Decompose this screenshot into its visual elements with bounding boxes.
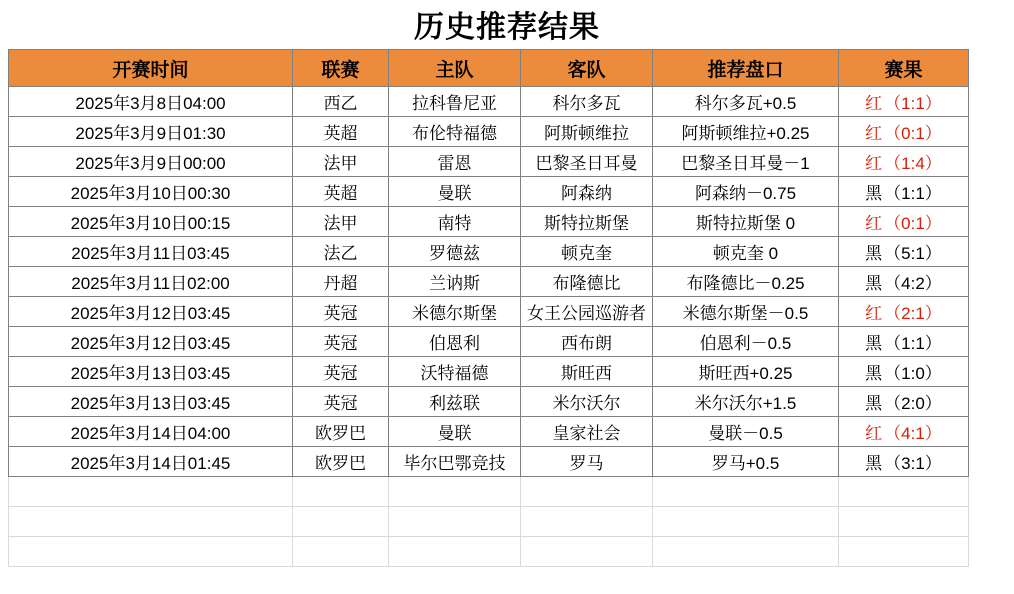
empty-cell: [653, 477, 839, 507]
cell-match-time: 2025年3月12日03:45: [9, 327, 293, 357]
cell-recommendation: 伯恩利－0.5: [653, 327, 839, 357]
empty-table-row: [9, 477, 995, 507]
result-badge: 黑: [865, 244, 883, 263]
table-row: [9, 447, 995, 477]
empty-cell: [839, 477, 969, 507]
cell-league: 法甲: [293, 207, 389, 237]
cell-match-time: 2025年3月13日03:45: [9, 387, 293, 417]
table-row: [9, 177, 995, 207]
cell-spacer: [969, 387, 995, 417]
cell-recommendation: 米德尔斯堡－0.5: [653, 297, 839, 327]
cell-league: 英冠: [293, 387, 389, 417]
table-row: [9, 267, 995, 297]
cell-league: 丹超: [293, 267, 389, 297]
cell-league: 欧罗巴: [293, 417, 389, 447]
sheet-bottom-spacer: [0, 567, 1014, 569]
cell-away-team: 西布朗: [521, 327, 653, 357]
result-badge: 黑: [865, 184, 883, 203]
cell-league: 英超: [293, 177, 389, 207]
history-results-table: [8, 49, 995, 567]
cell-result: [839, 117, 969, 147]
cell-home-team: 罗德兹: [389, 237, 521, 267]
cell-recommendation: 科尔多瓦+0.5: [653, 87, 839, 117]
cell-home-team: 曼联: [389, 177, 521, 207]
cell-home-team: 伯恩利: [389, 327, 521, 357]
cell-home-team: 布伦特福德: [389, 117, 521, 147]
cell-spacer: [969, 477, 995, 507]
cell-away-team: 科尔多瓦: [521, 87, 653, 117]
empty-cell: [389, 537, 521, 567]
cell-home-team: 曼联: [389, 417, 521, 447]
cell-match-time: 2025年3月12日03:45: [9, 297, 293, 327]
column-header-away-team: 客队: [521, 50, 653, 87]
cell-match-time: 2025年3月13日03:45: [9, 357, 293, 387]
table-row: [9, 357, 995, 387]
result-badge: 红: [865, 154, 883, 173]
cell-spacer: [969, 297, 995, 327]
cell-spacer: [969, 207, 995, 237]
cell-league: 英超: [293, 117, 389, 147]
cell-spacer: [969, 147, 995, 177]
cell-match-time: 2025年3月14日01:45: [9, 447, 293, 477]
cell-league: 英冠: [293, 327, 389, 357]
cell-home-team: 雷恩: [389, 147, 521, 177]
empty-cell: [293, 507, 389, 537]
cell-home-team: 兰讷斯: [389, 267, 521, 297]
cell-recommendation: 阿森纳－0.75: [653, 177, 839, 207]
result-badge: 黑: [865, 274, 883, 293]
column-header-spacer: [969, 50, 995, 87]
table-row: [9, 237, 995, 267]
cell-match-time: 2025年3月11日03:45: [9, 237, 293, 267]
cell-home-team: 南特: [389, 207, 521, 237]
cell-home-team: 拉科鲁尼亚: [389, 87, 521, 117]
cell-recommendation: 米尔沃尔+1.5: [653, 387, 839, 417]
result-score: （2:0）: [884, 394, 942, 413]
cell-recommendation: 斯特拉斯堡 0: [653, 207, 839, 237]
cell-spacer: [969, 507, 995, 537]
empty-cell: [839, 537, 969, 567]
cell-league: 法乙: [293, 237, 389, 267]
empty-table-row: [9, 507, 995, 537]
cell-spacer: [969, 87, 995, 117]
cell-result: [839, 177, 969, 207]
cell-home-team: 毕尔巴鄂竞技: [389, 447, 521, 477]
cell-match-time: 2025年3月10日00:30: [9, 177, 293, 207]
page-title: 历史推荐结果: [414, 11, 600, 44]
cell-recommendation: 阿斯顿维拉+0.25: [653, 117, 839, 147]
column-header-recommendation: 推荐盘口: [653, 50, 839, 87]
table-row: [9, 297, 995, 327]
empty-cell: [653, 507, 839, 537]
cell-home-team: 沃特福德: [389, 357, 521, 387]
result-badge: 黑: [865, 364, 883, 383]
cell-recommendation: 布隆德比－0.25: [653, 267, 839, 297]
result-badge: 红: [865, 424, 883, 443]
empty-cell: [9, 537, 293, 567]
cell-spacer: [969, 327, 995, 357]
cell-match-time: 2025年3月11日02:00: [9, 267, 293, 297]
result-badge: 红: [865, 94, 883, 113]
cell-home-team: 米德尔斯堡: [389, 297, 521, 327]
cell-spacer: [969, 117, 995, 147]
result-score: （1:1）: [884, 334, 942, 353]
result-score: （0:1）: [884, 124, 942, 143]
empty-cell: [9, 477, 293, 507]
cell-league: 英冠: [293, 357, 389, 387]
column-header-match-time: 开赛时间: [9, 50, 293, 87]
cell-result: [839, 327, 969, 357]
cell-away-team: 皇家社会: [521, 417, 653, 447]
cell-match-time: 2025年3月14日04:00: [9, 417, 293, 447]
cell-spacer: [969, 267, 995, 297]
result-badge: 黑: [865, 394, 883, 413]
cell-home-team: 利兹联: [389, 387, 521, 417]
cell-away-team: 斯旺西: [521, 357, 653, 387]
cell-recommendation: 罗马+0.5: [653, 447, 839, 477]
result-badge: 黑: [865, 454, 883, 473]
cell-spacer: [969, 357, 995, 387]
empty-cell: [9, 507, 293, 537]
result-score: （4:2）: [884, 274, 942, 293]
result-score: （1:0）: [884, 364, 942, 383]
cell-result: [839, 267, 969, 297]
cell-league: 西乙: [293, 87, 389, 117]
column-header-home-team: 主队: [389, 50, 521, 87]
empty-cell: [389, 477, 521, 507]
result-score: （5:1）: [884, 244, 942, 263]
result-score: （2:1）: [884, 304, 942, 323]
cell-away-team: 女王公园巡游者: [521, 297, 653, 327]
cell-league: 欧罗巴: [293, 447, 389, 477]
table-row: [9, 87, 995, 117]
empty-cell: [521, 477, 653, 507]
empty-cell: [653, 537, 839, 567]
cell-result: [839, 387, 969, 417]
cell-recommendation: 顿克奎 0: [653, 237, 839, 267]
cell-recommendation: 巴黎圣日耳曼－1: [653, 147, 839, 177]
empty-table-row: [9, 537, 995, 567]
cell-league: 法甲: [293, 147, 389, 177]
cell-spacer: [969, 417, 995, 447]
cell-spacer: [969, 237, 995, 267]
cell-spacer: [969, 537, 995, 567]
cell-away-team: 罗马: [521, 447, 653, 477]
cell-result: [839, 357, 969, 387]
cell-recommendation: 曼联－0.5: [653, 417, 839, 447]
result-score: （1:1）: [884, 94, 942, 113]
empty-cell: [839, 507, 969, 537]
cell-away-team: 巴黎圣日耳曼: [521, 147, 653, 177]
cell-result: [839, 147, 969, 177]
cell-match-time: 2025年3月10日00:15: [9, 207, 293, 237]
cell-result: [839, 237, 969, 267]
cell-away-team: 阿森纳: [521, 177, 653, 207]
result-score: （1:4）: [884, 154, 942, 173]
result-score: （3:1）: [884, 454, 942, 473]
table-header-row: [9, 50, 995, 87]
cell-result: [839, 447, 969, 477]
empty-cell: [389, 507, 521, 537]
table-row: [9, 417, 995, 447]
result-score: （4:1）: [884, 424, 942, 443]
cell-away-team: 阿斯顿维拉: [521, 117, 653, 147]
table-row: [9, 327, 995, 357]
result-badge: 红: [865, 124, 883, 143]
cell-away-team: 米尔沃尔: [521, 387, 653, 417]
cell-result: [839, 87, 969, 117]
cell-match-time: 2025年3月9日00:00: [9, 147, 293, 177]
column-header-league: 联赛: [293, 50, 389, 87]
empty-cell: [521, 507, 653, 537]
table-body: [9, 87, 995, 567]
cell-spacer: [969, 447, 995, 477]
cell-match-time: 2025年3月9日01:30: [9, 117, 293, 147]
cell-away-team: 顿克奎: [521, 237, 653, 267]
result-badge: 黑: [865, 334, 883, 353]
result-score: （0:1）: [884, 214, 942, 233]
cell-recommendation: 斯旺西+0.25: [653, 357, 839, 387]
result-badge: 红: [865, 214, 883, 233]
result-score: （1:1）: [884, 184, 942, 203]
page-title-row: [0, 0, 1014, 49]
table-row: [9, 147, 995, 177]
empty-cell: [293, 537, 389, 567]
cell-away-team: 布隆德比: [521, 267, 653, 297]
empty-cell: [293, 477, 389, 507]
table-row: [9, 387, 995, 417]
cell-result: [839, 207, 969, 237]
cell-result: [839, 297, 969, 327]
table-row: [9, 117, 995, 147]
cell-spacer: [969, 177, 995, 207]
table-row: [9, 207, 995, 237]
cell-away-team: 斯特拉斯堡: [521, 207, 653, 237]
cell-league: 英冠: [293, 297, 389, 327]
column-header-result: 赛果: [839, 50, 969, 87]
table-header: [9, 50, 995, 87]
cell-match-time: 2025年3月8日04:00: [9, 87, 293, 117]
result-badge: 红: [865, 304, 883, 323]
cell-result: [839, 417, 969, 447]
empty-cell: [521, 537, 653, 567]
